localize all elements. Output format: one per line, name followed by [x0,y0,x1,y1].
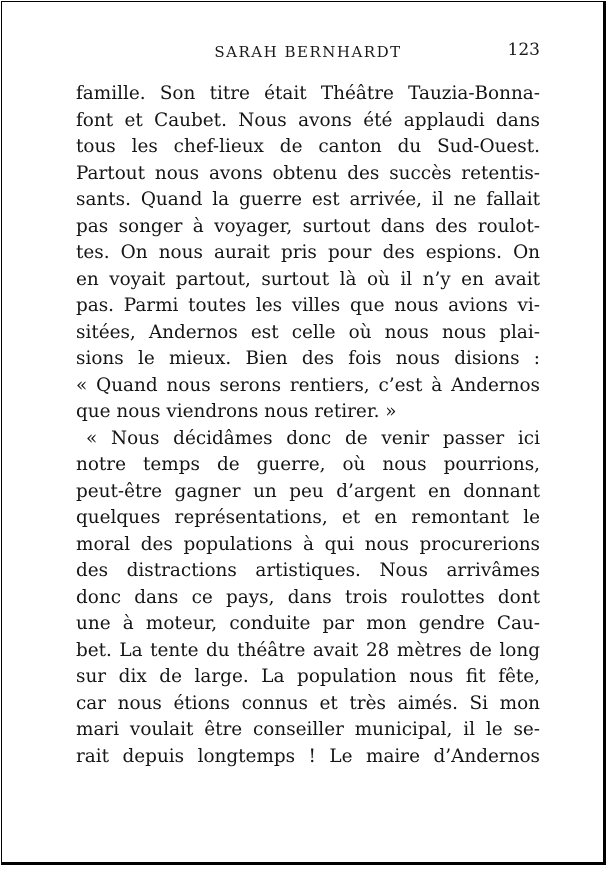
text-line: font et Caubet. Nous avons été applaudi dans [76,109,540,131]
text-line: Partout nous avons obtenu des succès retentis- [76,162,540,184]
paragraph-first-line: « Nous décidâmes donc de venir passer ici [86,427,540,449]
text-line: peut-être gagner un peu d’argent en donnant [76,480,540,502]
text-line: car nous étions connus et très aimés. Si mon [76,692,540,714]
text-line: des distractions artistiques. Nous arrivâmes [76,560,540,581]
text-line: « Quand nous serons rentiers, c’est à Andernos [76,374,540,396]
text-line: tes. On nous aurait pris pour des espions. On [76,242,540,263]
text-line: bet. La tente du théâtre avait 28 mètres de long [76,639,540,661]
text-line: quelques représentations, et en remontant le [76,507,540,528]
text-line: une à moteur, conduite par mon gendre Cau- [76,613,540,634]
text-line: sions le mieux. Bien des fois nous disions : [76,348,540,369]
text-line: notre temps de guerre, où nous pourrions, [76,454,540,475]
text-line: donc dans ce pays, dans trois roulottes dont [76,586,540,608]
text-line: en voyait partout, surtout là où il n’y en avait [76,268,540,290]
page-number: 123 [507,40,540,60]
text-line: rait depuis longtemps ! Le maire d’Andernos [76,745,540,767]
text-line: mari voulait être conseiller municipal, il le se- [76,719,540,740]
text-line: sur dix de large. La population nous fit fête, [76,666,540,687]
running-head [76,40,540,62]
text-line: tous les chef-lieux de canton du Sud-Ouest. [76,136,540,157]
paragraph-end-line: que nous viendrons nous retirer. » [76,401,397,422]
text-line: pas songer à voyager, surtout dans des roulot- [76,215,540,237]
text-line: sitées, Andernos est celle où nous nous plai- [76,321,540,343]
text-line: famille. Son titre était Théâtre Tauzia-Bonna- [76,83,540,104]
running-title: SARAH BERNHARDT [214,43,402,61]
text-body [76,81,540,770]
text-line: moral des populations à qui nous procurerions [76,533,540,555]
text-line: sants. Quand la guerre est arrivée, il ne fallait [76,189,540,210]
text-line: pas. Parmi toutes les villes que nous avions vi- [76,295,540,316]
